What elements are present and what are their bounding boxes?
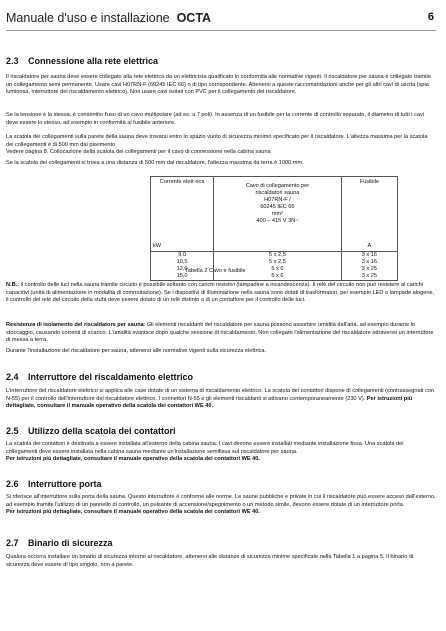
section-2-4-heading [6, 372, 193, 382]
s23-paragraph-3-ref: Vedere pagina 8. Collocazione della scatola dei collegamenti per il cavo di connessione nella cabina sauna [6, 149, 271, 156]
page-number: 6 [427, 11, 434, 23]
col-current-header [151, 177, 214, 252]
section-number: 2.6 [6, 479, 19, 489]
fuse-value: 3 x 16 [361, 252, 377, 258]
header-title-product: OCTA [176, 11, 212, 25]
cable-value: 5 x 2,5 [269, 259, 286, 265]
s25-instructions: Per istruzioni più dettagliate, consultare il manuale operativo della scatola dei contattori WE 40. [6, 456, 260, 463]
section-number: 2.7 [6, 538, 19, 548]
s26-text: Si riferisce all'interruttore sulla porta della sauna. Questo interruttore è conforme alle norme. Le saune pubbliche e private in cui il riscaldatore può essere acceso dall'esterno, ad esempio tramite l'utilizzo di un pannello di controllo, un pulsante di accensione/spegnimento o un metodo simile, devono essere dotate di un interruttore porta. [6, 494, 436, 508]
col-current-label: Corrente elett-rica [159, 179, 205, 185]
s25-text: La scatola dei contattori è destinata a essere installata all'esterno della cabina sauna. I cavi devono essere installati mediante installazione fissa. Una scatola dei collegamenti deve essere installata nella cabina sauna mediante un'installazione semifissa sul riscaldatore per sauna. [6, 441, 404, 455]
col-cable-header [214, 177, 342, 252]
s24-instructions: Per istruzioni più dettagliate, consultare il manuale operativo della scatola dei contattori WE 40. [6, 395, 413, 410]
safety-paragraph: Durante l'installazione del riscaldatore per sauna, attenersi alle normative vigenti sulla sicurezza elettrica. [6, 348, 267, 354]
table-header-row [151, 177, 398, 252]
note-paragraph [6, 282, 436, 305]
insulation-text: : Gli elementi riscaldanti del riscaldatore per sauna possono assorbire umidità dall'aria, ad esempio durante lo stoccaggio, causando correnti di scarico. L'umidità svanisce dopo qualche sessione di riscaldamento. Non collegare l'alimentazione del riscaldatore attraverso un interruttore di messa a terra. [6, 322, 434, 344]
section-2-5-heading [6, 426, 176, 436]
s26-paragraph [6, 494, 436, 517]
cable-header-line: H07RN-F / [264, 197, 291, 203]
cable-value: 5 x 2,5 [269, 252, 286, 258]
kw-value: 9,0 [178, 252, 186, 258]
section-number: 2.4 [6, 372, 19, 382]
note-text: il controllo delle luci nella sauna tramite circuito è possibile soltanto con carichi resistivi (lampadine a incandescenza). Il relè del circuito non può resistere ai carichi capacitivi (unità di alimentazione in modalità di commutazione). Se i dispositivi di illuminazione nella sauna sono dotati di trasformatori, per esempio LED o lampade alogene, il controllo del relè del circuito della stufa deve essere dotato di un relè distinto o di un contattore per il controllo delle luci. [6, 282, 435, 304]
s24-paragraph [6, 388, 436, 411]
insulation-paragraph [6, 322, 436, 345]
fuse-value: 3 x 25 [361, 273, 377, 279]
section-number: 2.5 [6, 426, 19, 436]
section-title: Binario di sicurezza [28, 538, 113, 548]
section-title: Interruttore porta [28, 479, 102, 489]
cable-header-line: 400 – 415 V 3N~ [256, 218, 299, 224]
section-title: Connessione alla rete elettrica [28, 56, 159, 66]
insulation-label: Resistenza di isolamento del riscaldatore per sauna [6, 322, 144, 328]
kw-value: 15,0 [176, 273, 188, 279]
kw-cell [151, 252, 214, 281]
cable-header-line: mm² [271, 211, 284, 217]
cable-header-line: riscaldatori sauna [255, 190, 300, 196]
s26-instructions: Per istruzioni più dettagliate, consultare il manuale operativo della scatola dei contattori WE 40. [6, 509, 260, 516]
cable-fuse-table [150, 176, 398, 281]
s23-paragraph-4: Se la scatola dei collegamenti si trova a una distanza di 500 mm dal riscaldatore, l'altezza massima da terra è 1000 mm. [6, 160, 304, 166]
section-title: Interruttore del riscaldamento elettrico [28, 372, 194, 382]
cable-header-line: Cavo di collegamento per [245, 183, 310, 189]
cable-value: 5 x 6 [271, 273, 284, 279]
header-title-prefix: Manuale d'uso e installazione [6, 11, 170, 25]
col-current-unit: kW [153, 243, 162, 249]
header-title [6, 11, 211, 25]
section-2-6-heading [6, 479, 102, 489]
s23-paragraph-2: Se la tensione è la stessa, è consentito l'uso di un cavo multipolare (ad es. a 7 poli). In assenza di un fusibile per la corrente di controllo separato, il diametro di tutti i cavi deve essere lo stesso, ad esempio in conformità al fusibile anteriore. [6, 112, 425, 126]
s23-paragraph-3 [6, 134, 436, 157]
col-fuse-unit: A [367, 243, 372, 249]
col-fuse-label: Fusibile [359, 179, 379, 185]
cable-cell [214, 252, 342, 281]
page-header [6, 8, 436, 31]
cable-value: 5 x 6 [271, 266, 284, 272]
s27-paragraph: Qualora occorra installare un binario di sicurezza intorno al riscaldatore, attenersi alle distanze di sicurezza minime specificate nella Tabella 1 a pagina 5. Il binario di sicurezza deve essere di tipo singolo, non a parete. [6, 554, 414, 568]
section-title: Utilizzo della scatola dei contattori [28, 426, 176, 436]
fuse-cell [341, 252, 397, 281]
note-label: N.B.: [6, 282, 20, 288]
section-number: 2.3 [6, 56, 19, 66]
col-fuse-header [341, 177, 397, 252]
table-body-row [151, 252, 398, 281]
s23-paragraph-1: Il riscaldatore per sauna deve essere collegato alla rete elettrica da un elettricista qualificato in conformità alle normative vigenti. Il riscaldatore per sauna è collegato tramite un collegamento semi permanente. Usare cavi H07RN-F (60245 IEC 66) o di tipo corrispondente. Attenersi a queste raccomandazioni anche per gli altri cavi di uscita (spia luminosa, interruttore del riscaldamento elettrico). Non usare cavi isolati con PVC per il collegamento del riscaldatore. [6, 74, 432, 96]
s25-paragraph [6, 441, 436, 464]
section-2-7-heading [6, 538, 113, 548]
kw-value: 12,0 [176, 266, 188, 272]
s23-paragraph-3-text: La scatola dei collegamenti sulla parete della sauna deve trovarsi entro lo spazio vuoto di sicurezza minimo specificato per il riscaldatore. L'altezza massima per la scatola dei collegamenti è di 500 mm dal pavimento [6, 134, 428, 148]
kw-value: 10,5 [176, 259, 188, 265]
s24-text: L'interruttore del riscaldatore elettrico si applica alle case dotate di un sistema di riscaldamento elettrico. La scatola dei contattori dispone di collegamenti (contrassegnati con N-55) per il controllo dell'interruttore del riscaldatore elettrico. I connettori N-55 e gli elementi riscaldanti si attivano contemporaneamente (230 V). [6, 388, 434, 402]
cable-header-line: 60245 IEC 66 [260, 204, 295, 210]
fuse-value: 3 x 16 [361, 259, 377, 265]
fuse-value: 3 x 25 [361, 266, 377, 272]
table-caption: Tabella 2 Cavo e fusibile [185, 268, 246, 274]
section-2-3-heading [6, 56, 158, 66]
